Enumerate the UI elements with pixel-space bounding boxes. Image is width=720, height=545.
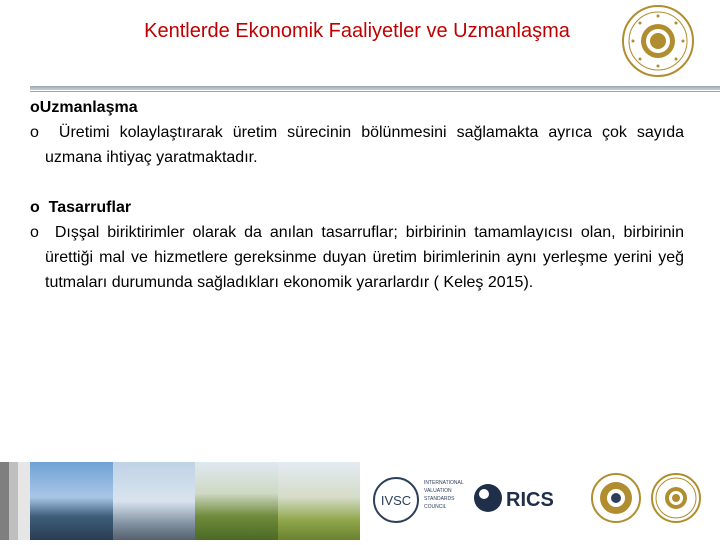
slide-title: Kentlerde Ekonomik Faaliyetler ve Uzmanlaşma: [144, 20, 570, 42]
skyscraper-photo: [113, 462, 196, 540]
svg-text:STANDARDS: STANDARDS: [424, 496, 455, 502]
footer-logos: [360, 462, 720, 540]
city-skyline-photo: [30, 462, 113, 540]
svg-text:RICS: RICS: [506, 489, 554, 511]
ivsc-logo: [374, 478, 464, 522]
university-seal-logo: [621, 4, 695, 78]
field-photo: [278, 462, 361, 540]
rics-logo: [474, 484, 554, 512]
slide-body: [30, 95, 684, 295]
footer-stripe: [0, 462, 9, 540]
bullet-item-uzmanlasma: o Üretimi kolaylaştırarak üretim sürecinin bölünmesini sağlamakta ayrıca çok sayıda uzmana ihtiyaç yaratmaktadır.: [30, 124, 685, 166]
svg-text:INTERNATIONAL: INTERNATIONAL: [424, 480, 464, 486]
bullet-item-tasarruflar: o Dışşal biriktirimler olarak da anılan tasarruflar; birbirinin tamamlayıcısı olan, birbirinin ürettiği mal ve hizmetlere gereksinme duyan üretim birimlerinin aynı yerleşme yerini yeğ tutmaları durumunda sağladıkları ekonomik yararlardır ( Keleş 2015).: [30, 224, 685, 291]
svg-text:COUNCIL: COUNCIL: [424, 504, 447, 510]
header-divider: [30, 86, 720, 90]
section-heading-tasarruflar: o Tasarruflar: [30, 199, 132, 216]
countryside-photo: [195, 462, 278, 540]
university-seal-logo-small: [652, 474, 700, 522]
footer-stripe: [9, 462, 18, 540]
footer-photo-strip: [30, 462, 360, 540]
section-heading-uzmanlasma: oUzmanlaşma: [30, 99, 138, 116]
svg-text:VALUATION: VALUATION: [424, 488, 452, 494]
footer-stripe: [18, 462, 30, 540]
partner-seal-logo: [592, 474, 640, 522]
svg-text:IVSC: IVSC: [380, 493, 412, 508]
header-divider-line: [30, 91, 720, 92]
